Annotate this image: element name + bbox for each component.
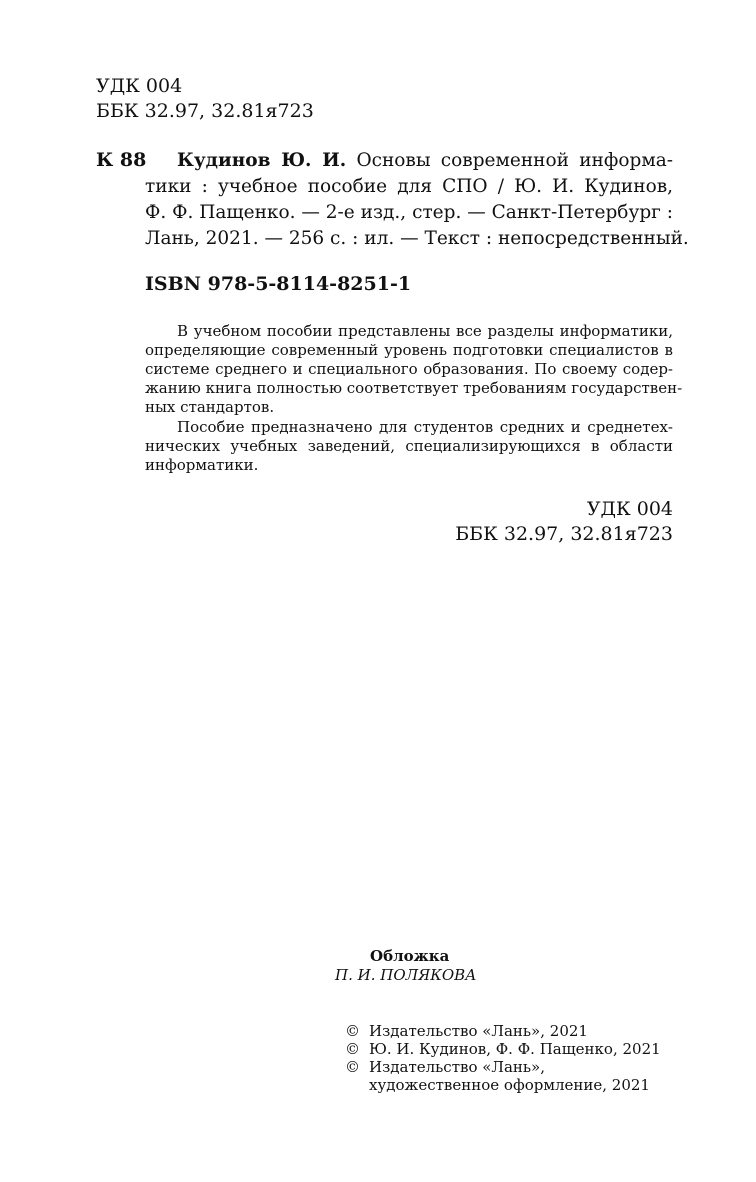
abstract-line: информатики. xyxy=(145,456,259,474)
copyright-holder: Ю. И. Кудинов, Ф. Ф. Пащенко, 2021 xyxy=(369,1040,661,1058)
copyright-line xyxy=(345,1040,661,1058)
author-sign: К 88 xyxy=(96,149,147,171)
abstract-line: нических учебных заведений, специализирующихся в области xyxy=(145,437,673,455)
copyright-line xyxy=(345,1022,588,1040)
copyright-continuation: художественное оформление, 2021 xyxy=(369,1076,650,1094)
copyright-symbol: © xyxy=(345,1058,360,1076)
abstract-line: В учебном пособии представлены все разделы информатики, xyxy=(177,322,673,340)
abstract-line: определяющие современный уровень подготовки специалистов в xyxy=(145,341,673,359)
bibliographic-entry-line: Ф. Ф. Пащенко. — 2-е изд., стер. — Санкт-Петербург : xyxy=(145,202,673,223)
copyright-symbol: © xyxy=(345,1022,360,1040)
copyright-symbol: © xyxy=(345,1040,360,1058)
udk-code-bottom: УДК 004 xyxy=(586,498,673,520)
abstract-line: жанию книга полностью соответствует требованиям государствен- xyxy=(145,379,683,397)
cover-label: Обложка xyxy=(370,947,450,965)
abstract-line: системе среднего и специального образования. По своему содер- xyxy=(145,360,673,378)
copyright-holder: Издательство «Лань», xyxy=(369,1058,546,1076)
udk-code-top: УДК 004 xyxy=(96,75,183,97)
copyright-line xyxy=(345,1058,545,1076)
bbk-code-top: ББК 32.97, 32.81я723 xyxy=(96,100,314,122)
author-name: Кудинов Ю. И. xyxy=(177,150,347,171)
bibliographic-entry-line xyxy=(177,148,673,174)
isbn: ISBN 978-5-8114-8251-1 xyxy=(145,273,412,295)
bibliographic-entry-line: Лань, 2021. — 256 с. : ил. — Текст : непосредственный. xyxy=(145,228,689,249)
abstract-line: ных стандартов. xyxy=(145,398,275,416)
book-title-start: Основы современной информа- xyxy=(356,150,673,171)
copyright-holder: Издательство «Лань», 2021 xyxy=(369,1022,588,1040)
bbk-code-bottom: ББК 32.97, 32.81я723 xyxy=(455,523,673,545)
cover-artist: П. И. ПОЛЯКОВА xyxy=(335,966,477,984)
abstract-line: Пособие предназначено для студентов средних и среднетех- xyxy=(177,418,673,436)
bibliographic-entry-line: тики : учебное пособие для СПО / Ю. И. Кудинов, xyxy=(145,176,673,197)
